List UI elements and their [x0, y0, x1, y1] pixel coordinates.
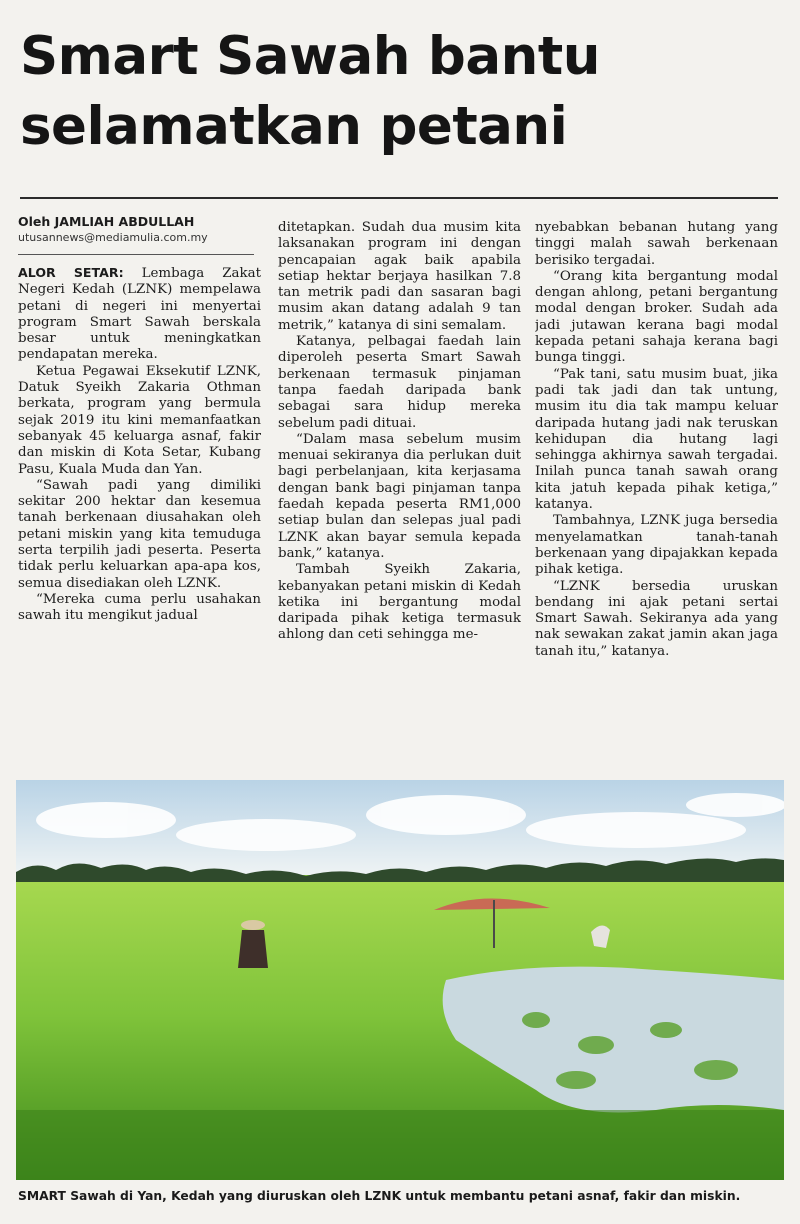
paragraph: nyebabkan bebanan hutang yang tinggi malah sawah berkenaan berisiko tergadai. — [535, 220, 778, 268]
article-column-1 — [18, 214, 261, 719]
paragraph: ditetapkan. Sudah dua musim kita laksanakan program ini dengan pencapaian agak baik apabila setiap hektar berjaya hasilkan 7.8 tan metrik padi dan sasaran bagi musim akan datang adalah 9 tan metrik,” katanya di sini semalam. — [278, 220, 521, 333]
paragraph — [18, 265, 261, 364]
headline — [20, 22, 780, 162]
article-column-3 — [535, 220, 778, 725]
paragraph: “Sawah padi yang dimiliki sekitar 200 hektar dan kesemua tanah berkenaan diusahakan oleh petani miskin yang kita temuduga serta terpilih jadi peserta. Peserta tidak perlu keluarkan apa-apa kos, semua disediakan oleh LZNK. — [18, 477, 261, 591]
paragraph: “Mereka cuma perlu usahakan sawah itu mengikut jadual — [18, 591, 261, 624]
paragraph: “Orang kita bergantung modal dengan ahlong, petani bergantung modal dengan broker. Sudah ada jadi jutawan kerana bagi modal kepada petani sahaja kerana bagi bunga tinggi. — [535, 268, 778, 366]
byline-email: utusannews@mediamulia.com.my — [18, 231, 208, 244]
paragraph: “LZNK bersedia uruskan bendang ini ajak petani sertai Smart Sawah. Sekiranya ada yang nak sewakan zakat jamin akan jaga tanah itu,” katanya. — [535, 578, 778, 659]
byline-divider — [18, 254, 254, 255]
byline-prefix: Oleh — [18, 214, 51, 229]
paragraph: Katanya, pelbagai faedah lain diperoleh peserta Smart Sawah berkenaan termasuk pinjaman tanpa faedah daripada bank sebagai sara hidup mereka sebelum padi dituai. — [278, 334, 521, 431]
headline-divider — [20, 197, 778, 199]
paragraph: “Pak tani, satu musim buat, jika padi tak jadi dan tak untung, musim itu dia tak mampu keluar daripada hutang jadi nak teruskan kehidupan dia hutang lagi sehingga akhirnya sawah tergadai. Inilah punca tanah sawah orang kita jatuh kepada pihak ketiga,” katanya. — [535, 366, 778, 513]
paddy-field-photo — [16, 780, 784, 1180]
paragraph: Tambahnya, LZNK juga bersedia menyelamatkan tanah-tanah berkenaan yang dipajakkan kepada pihak ketiga. — [535, 513, 778, 578]
article-column-2 — [278, 220, 521, 725]
headline-line-1: Smart Sawah bantu — [20, 26, 600, 87]
byline-author: JAMLIAH ABDULLAH — [54, 214, 195, 229]
headline-line-2: selamatkan petani — [20, 96, 568, 157]
foreground-rice — [16, 1110, 784, 1180]
byline — [18, 214, 261, 230]
paragraph: Tambah Syeikh Zakaria, kebanyakan petani miskin di Kedah ketika ini bergantung modal daripada pihak ketiga termasuk ahlong dan ceti sehingga me- — [278, 562, 521, 643]
paragraph: “Dalam masa sebelum musim menuai sekiranya dia perlukan duit bagi perbelanjaan, kita kerjasama dengan bank bagi pinjaman tanpa faedah kepada peserta RM1,000 setiap bulan dan selepas jual padi LZNK akan bayar semula kepada bank,” katanya. — [278, 431, 521, 561]
paragraph-text: Lembaga Zakat Negeri Kedah (LZNK) mempelawa petani di negeri ini menyertai program Smart Sawah berskala besar untuk meningkatkan pendapatan mereka. — [18, 266, 261, 363]
dateline: ALOR SETAR: — [18, 265, 124, 280]
farmer-left — [238, 920, 268, 968]
photo-caption: SMART Sawah di Yan, Kedah yang diuruskan oleh LZNK untuk membantu petani asnaf, fakir dan miskin. — [18, 1189, 741, 1203]
paragraph: Ketua Pegawai Eksekutif LZNK, Datuk Syeikh Zakaria Othman berkata, program yang bermula sejak 2019 itu kini memanfaatkan sebanyak 45 keluarga asnaf, fakir dan miskin di Kota Setar, Kubang Pasu, Kuala Muda dan Yan. — [18, 363, 261, 477]
